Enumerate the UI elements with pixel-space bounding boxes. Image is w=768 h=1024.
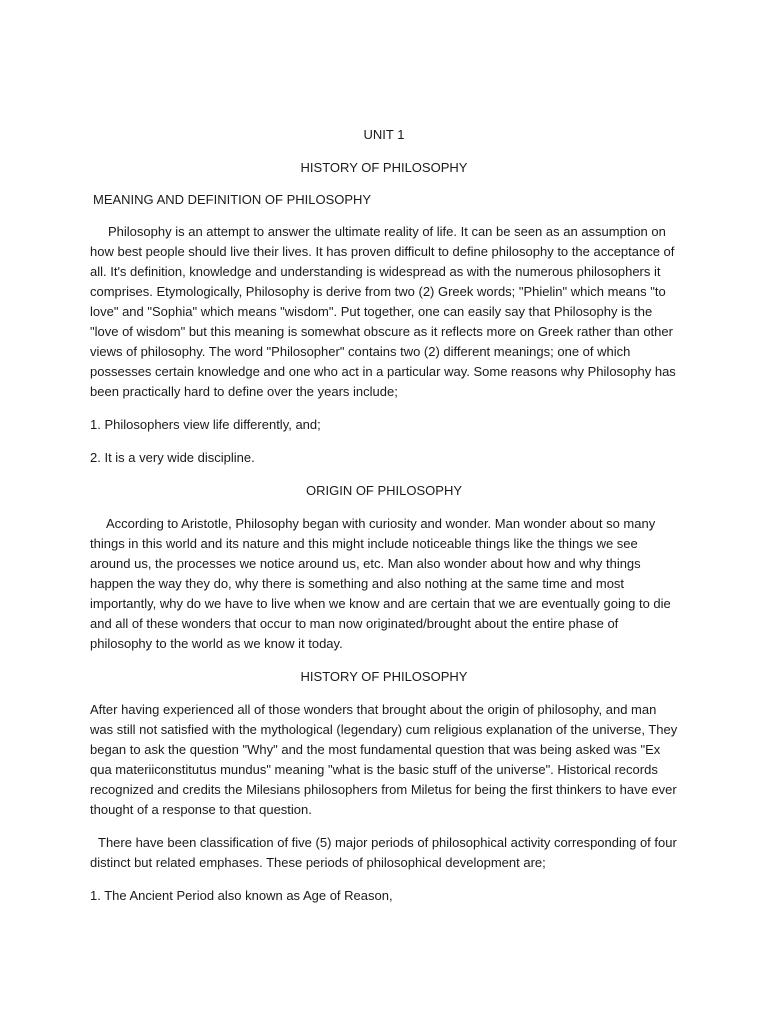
reason-item-2: 2. It is a very wide discipline.: [90, 450, 255, 465]
paragraph-origin: According to Aristotle, Philosophy began with curiosity and wonder. Man wonder about so many things in this world and its nature and this might include noticeable things like the things we see around us, the processes we notice around us, etc. Man also wonder about how and why things happen the way they do, why there is something and also nothing at the same time and most importantly, why do we have to live when we know and are certain that we are eventually going to die and all of these wonders that occur to man now originated/brought about the entire phase of philosophy to the world as we know it today.: [90, 516, 671, 651]
section-heading-meaning: MEANING AND DEFINITION OF PHILOSOPHY: [93, 192, 372, 207]
unit-title: UNIT 1: [363, 127, 405, 142]
section-heading-history: HISTORY OF PHILOSOPHY: [300, 669, 468, 684]
paragraph-meaning: Philosophy is an attempt to answer the ultimate reality of life. It can be seen as an assumption on how best people should live their lives. It has proven difficult to define philosophy to the acceptance of all. It's definition, knowledge and understanding is widespread as with the numerous philosophers it comprises. Etymologically, Philosophy is derive from two (2) Greek words; "Phielin" which means "to love" and "Sophia" which means "wisdom". Put together, one can easily say that Philosophy is the "love of wisdom" but this meaning is somewhat obscure as it reflects more on Greek rather than other views of philosophy. The word "Philosopher" contains two (2) different meanings; one of which possesses certain knowledge and one who act in a particular way. Some reasons why Philosophy has been practically hard to define over the years include;: [90, 224, 676, 399]
paragraph-history-1: After having experienced all of those wonders that brought about the origin of philosophy, and man was still not satisfied with the mythological (legendary) cum religious explanation of the universe, They began to ask the question "Why" and the most fundamental question that was being asked was "Ex qua materiiconstitutus mundus" meaning "what is the basic stuff of the universe". Historical records recognized and credits the Milesians philosophers from Miletus for being the first thinkers to have ever thought of a response to that question.: [90, 702, 678, 817]
reason-item-1: 1. Philosophers view life differently, and;: [90, 417, 321, 432]
period-item-1: 1. The Ancient Period also known as Age of Reason,: [90, 888, 393, 903]
main-title: HISTORY OF PHILOSOPHY: [300, 160, 468, 175]
section-heading-origin: ORIGIN OF PHILOSOPHY: [305, 483, 463, 498]
paragraph-history-2: There have been classification of five (5) major periods of philosophical activity corresponding of four distinct but related emphases. These periods of philosophical development are;: [90, 835, 677, 870]
